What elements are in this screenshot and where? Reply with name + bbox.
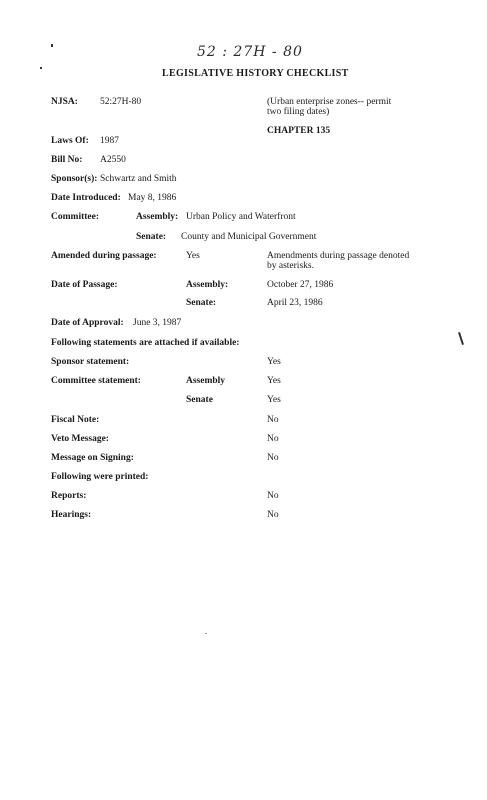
passage-senate-value: April 23, 1986 bbox=[267, 298, 323, 308]
passage-assembly-label: Assembly: bbox=[186, 280, 229, 290]
message-on-signing-value: No bbox=[267, 453, 279, 463]
subject-line-2: two filing dates) bbox=[267, 107, 330, 117]
statements-heading: Following statements are attached if available: bbox=[51, 338, 240, 348]
date-introduced-value: May 8, 1986 bbox=[128, 193, 177, 203]
sponsor-statement-label: Sponsor statement: bbox=[51, 357, 130, 367]
committee-assembly-value: Urban Policy and Waterfront bbox=[186, 212, 296, 222]
veto-message-label: Veto Message: bbox=[51, 434, 109, 444]
handwritten-number: 52 : 27H - 80 bbox=[197, 44, 303, 60]
committee-senate-label: Senate: bbox=[136, 232, 167, 242]
bill-no-value: A2550 bbox=[100, 155, 126, 165]
chapter: CHAPTER 135 bbox=[267, 126, 331, 136]
committee-assembly-label: Assembly: bbox=[136, 212, 179, 222]
committee-statement-assembly-value: Yes bbox=[267, 376, 281, 386]
page-title: LEGISLATIVE HISTORY CHECKLIST bbox=[162, 68, 349, 79]
amended-label: Amended during passage: bbox=[51, 251, 157, 261]
committee-statement-senate-value: Yes bbox=[267, 395, 281, 405]
sponsors-label: Sponsor(s): bbox=[51, 174, 98, 184]
amended-note-line-2: by asterisks. bbox=[267, 261, 314, 271]
date-introduced-label: Date Introduced: bbox=[51, 193, 121, 203]
date-of-approval-label: Date of Approval: bbox=[51, 318, 124, 328]
passage-senate-label: Senate: bbox=[186, 298, 217, 308]
sponsors-value: Schwartz and Smith bbox=[100, 174, 177, 184]
njsa-label: NJSA: bbox=[51, 97, 78, 107]
hearings-value: No bbox=[267, 510, 279, 520]
amended-value: Yes bbox=[186, 251, 200, 261]
committee-statement-label: Committee statement: bbox=[51, 376, 141, 386]
bill-no-label: Bill No: bbox=[51, 155, 83, 165]
committee-senate-value: County and Municipal Government bbox=[181, 232, 317, 242]
margin-tick bbox=[458, 332, 464, 345]
amended-note-line-1: Amendments during passage denoted bbox=[267, 251, 410, 261]
laws-of-value: 1987 bbox=[100, 136, 119, 146]
committee-statement-assembly-label: Assembly bbox=[186, 376, 226, 386]
hearings-label: Hearings: bbox=[51, 510, 92, 520]
subject-line-1: (Urban enterprise zones-- permit bbox=[267, 97, 392, 107]
reports-label: Reports: bbox=[51, 491, 87, 501]
date-of-approval-value: June 3, 1987 bbox=[133, 318, 182, 328]
scan-speck bbox=[51, 44, 53, 47]
fiscal-note-value: No bbox=[267, 415, 279, 425]
reports-value: No bbox=[267, 491, 279, 501]
printed-heading: Following were printed: bbox=[51, 472, 149, 482]
veto-message-value: No bbox=[267, 434, 279, 444]
message-on-signing-label: Message on Signing: bbox=[51, 453, 134, 463]
njsa-value: 52:27H-80 bbox=[100, 97, 142, 107]
scan-speck bbox=[40, 67, 42, 69]
date-of-passage-label: Date of Passage: bbox=[51, 280, 118, 290]
passage-assembly-value: October 27, 1986 bbox=[267, 280, 334, 290]
committee-label: Committee: bbox=[51, 212, 100, 222]
fiscal-note-label: Fiscal Note: bbox=[51, 415, 100, 425]
sponsor-statement-value: Yes bbox=[267, 357, 281, 367]
committee-statement-senate-label: Senate bbox=[186, 395, 213, 405]
scan-speck bbox=[205, 633, 207, 634]
laws-of-label: Laws Of: bbox=[51, 136, 89, 146]
